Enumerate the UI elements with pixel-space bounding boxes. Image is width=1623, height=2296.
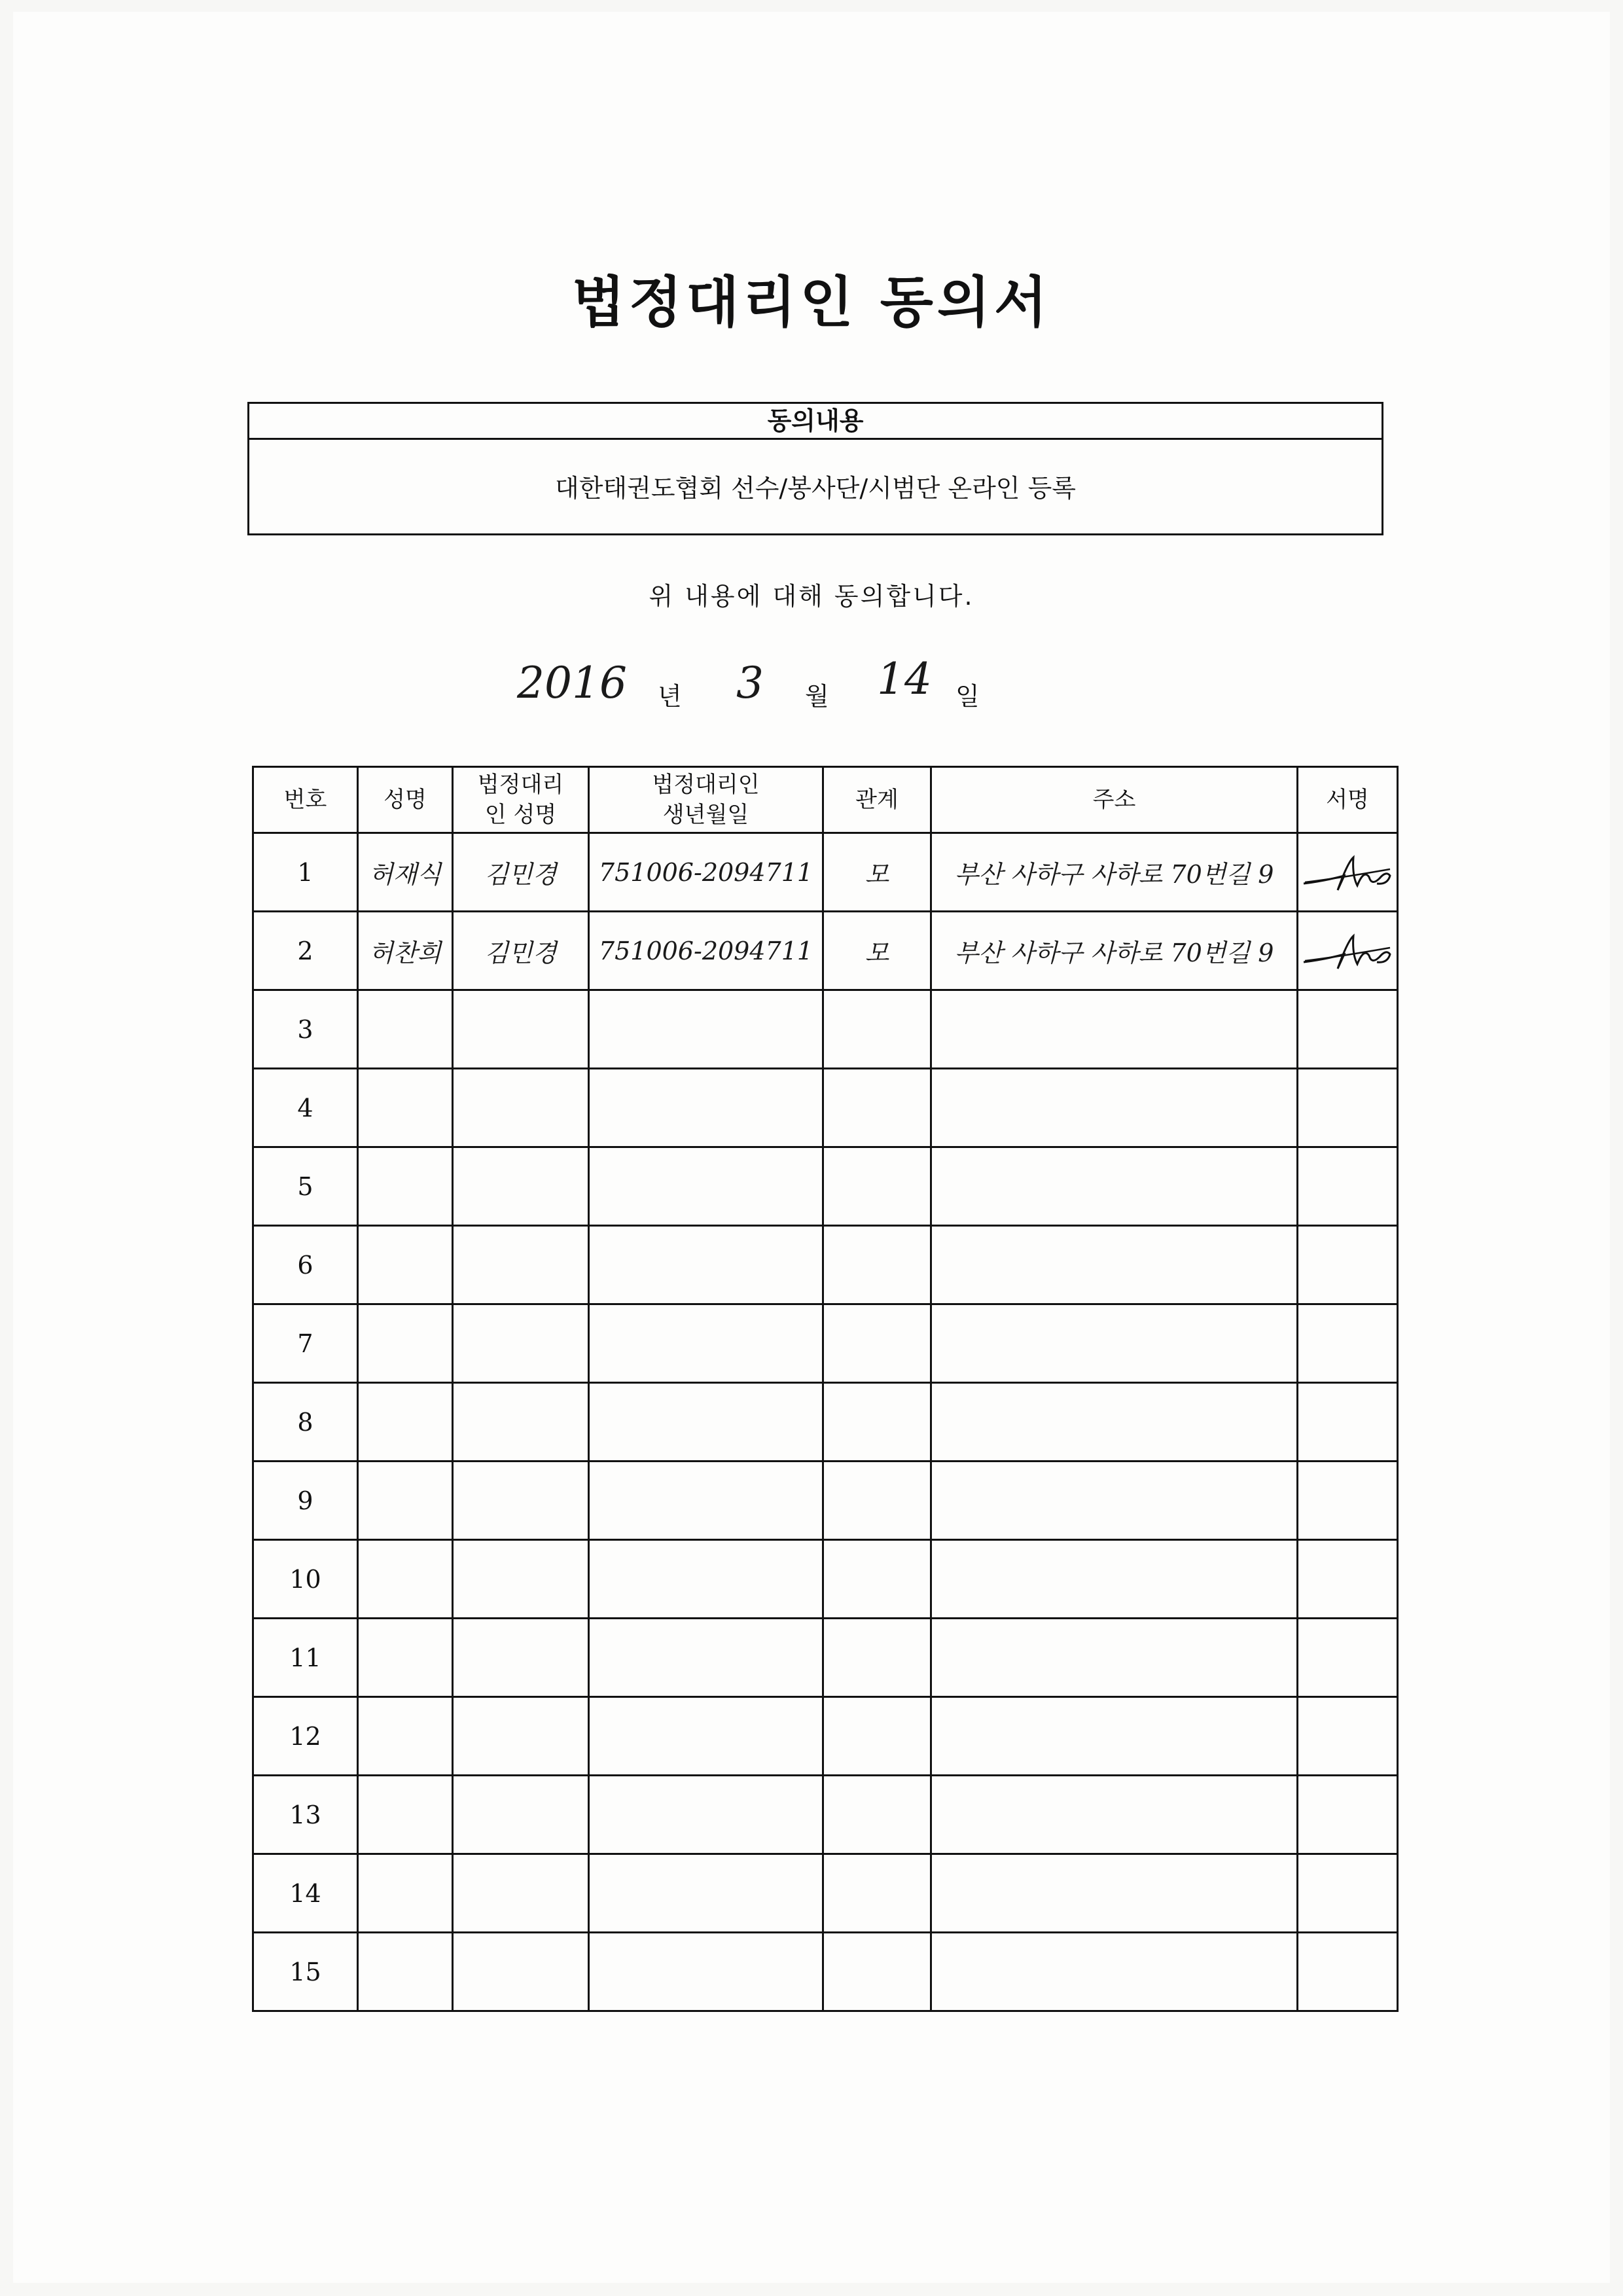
cell-no: 2 [253, 912, 358, 990]
table-row [253, 1776, 1398, 1854]
cell-name [358, 1854, 453, 1933]
cell-guardian-name [453, 1462, 589, 1540]
cell-signature [1298, 1540, 1398, 1619]
cell-name [358, 1540, 453, 1619]
cell-address [931, 1619, 1298, 1697]
cell-address [931, 990, 1298, 1069]
cell-guardian-name [453, 1383, 589, 1462]
cell-signature [1298, 1304, 1398, 1383]
cell-name [358, 1304, 453, 1383]
cell-signature [1298, 1776, 1398, 1854]
cell-address [931, 1069, 1298, 1147]
date-month-label: 월 [805, 682, 829, 711]
cell-guardian-name: 김민경 [453, 833, 589, 912]
date-day: 14 [877, 654, 932, 704]
cell-guardian-name [453, 990, 589, 1069]
cell-guardian-birth [589, 1540, 823, 1619]
table-row [253, 912, 1398, 990]
header-name: 성명 [358, 767, 453, 833]
cell-no: 15 [253, 1933, 358, 2011]
cell-name [358, 990, 453, 1069]
cell-name: 허재식 [358, 833, 453, 912]
table-row [253, 1854, 1398, 1933]
cell-guardian-name: 김민경 [453, 912, 589, 990]
cell-name: 허찬희 [358, 912, 453, 990]
date-year-label: 년 [658, 682, 682, 711]
cell-relation [823, 1069, 931, 1147]
cell-guardian-name [453, 1854, 589, 1933]
cell-signature [1298, 1697, 1398, 1776]
cell-name [358, 1776, 453, 1854]
cell-relation [823, 1304, 931, 1383]
table-row [253, 1697, 1398, 1776]
cell-address [931, 1462, 1298, 1540]
cell-guardian-birth [589, 1933, 823, 2011]
cell-guardian-birth [589, 1776, 823, 1854]
cell-signature [1298, 1462, 1398, 1540]
cell-guardian-birth: 751006-2094711 [589, 833, 823, 912]
cell-relation [823, 1933, 931, 2011]
cell-no: 5 [253, 1147, 358, 1226]
cell-no: 8 [253, 1383, 358, 1462]
cell-relation: 모 [823, 833, 931, 912]
table-row [253, 1147, 1398, 1226]
cell-guardian-birth [589, 1854, 823, 1933]
cell-relation [823, 990, 931, 1069]
cell-relation [823, 1854, 931, 1933]
cell-address: 부산 사하구 사하로 70번길 9 [931, 912, 1298, 990]
cell-relation [823, 1697, 931, 1776]
cell-guardian-birth [589, 1226, 823, 1304]
cell-signature [1298, 1226, 1398, 1304]
cell-address [931, 1697, 1298, 1776]
cell-address [931, 1226, 1298, 1304]
cell-address: 부산 사하구 사하로 70번길 9 [931, 833, 1298, 912]
header-signature: 서명 [1298, 767, 1398, 833]
cell-guardian-birth [589, 1304, 823, 1383]
cell-guardian-name [453, 1697, 589, 1776]
cell-relation [823, 1619, 931, 1697]
cell-address [931, 1540, 1298, 1619]
cell-guardian-birth [589, 1147, 823, 1226]
date-year: 2016 [517, 658, 627, 708]
cell-signature [1298, 1619, 1398, 1697]
cell-signature [1298, 990, 1398, 1069]
cell-name [358, 1226, 453, 1304]
cell-guardian-birth [589, 1383, 823, 1462]
cell-no: 9 [253, 1462, 358, 1540]
consent-header: 동의내용 [249, 404, 1382, 440]
cell-guardian-birth [589, 1619, 823, 1697]
agree-statement: 위 내용에 대해 동의합니다. [649, 582, 974, 611]
cell-signature [1298, 1383, 1398, 1462]
cell-name [358, 1383, 453, 1462]
table-row [253, 1540, 1398, 1619]
cell-no: 13 [253, 1776, 358, 1854]
cell-guardian-birth [589, 990, 823, 1069]
header-relation: 관계 [823, 767, 931, 833]
signature-mark [1298, 912, 1398, 990]
consent-content: 대한태권도협회 선수/봉사단/시범단 온라인 등록 [554, 474, 1076, 503]
table-row [253, 833, 1398, 912]
header-no: 번호 [253, 767, 358, 833]
cell-guardian-name [453, 1226, 589, 1304]
header-guardian-birth: 법정대리인 생년월일 [589, 767, 823, 833]
cell-no: 12 [253, 1697, 358, 1776]
cell-guardian-name [453, 1540, 589, 1619]
cell-address [931, 1933, 1298, 2011]
header-address: 주소 [931, 767, 1298, 833]
cell-guardian-birth: 751006-2094711 [589, 912, 823, 990]
cell-name [358, 1697, 453, 1776]
cell-signature [1298, 1933, 1398, 2011]
table-row [253, 1462, 1398, 1540]
table-row [253, 1069, 1398, 1147]
cell-name [358, 1069, 453, 1147]
consent-box [247, 402, 1383, 535]
cell-relation [823, 1383, 931, 1462]
registration-table [252, 766, 1399, 2012]
cell-no: 14 [253, 1854, 358, 1933]
cell-name [358, 1619, 453, 1697]
cell-guardian-name [453, 1147, 589, 1226]
cell-guardian-name [453, 1776, 589, 1854]
table-row [253, 1383, 1398, 1462]
table-row [253, 990, 1398, 1069]
cell-address [931, 1147, 1298, 1226]
cell-no: 11 [253, 1619, 358, 1697]
cell-guardian-name [453, 1933, 589, 2011]
cell-relation [823, 1226, 931, 1304]
header-guardian-name: 법정대리인 성명 [453, 767, 589, 833]
cell-relation [823, 1147, 931, 1226]
cell-address [931, 1304, 1298, 1383]
cell-relation: 모 [823, 912, 931, 990]
cell-address [931, 1776, 1298, 1854]
cell-relation [823, 1462, 931, 1540]
cell-name [358, 1933, 453, 2011]
document-title: 법정대리인 동의서 [571, 270, 1052, 334]
cell-guardian-birth [589, 1462, 823, 1540]
cell-signature [1298, 1069, 1398, 1147]
table-row [253, 1933, 1398, 2011]
table-header-row [253, 767, 1398, 833]
cell-guardian-name [453, 1619, 589, 1697]
date-day-label: 일 [955, 682, 980, 711]
cell-guardian-birth [589, 1697, 823, 1776]
date-month: 3 [736, 658, 764, 708]
cell-no: 7 [253, 1304, 358, 1383]
cell-signature [1298, 1147, 1398, 1226]
cell-no: 6 [253, 1226, 358, 1304]
signature-mark [1298, 833, 1398, 912]
cell-guardian-name [453, 1069, 589, 1147]
cell-name [358, 1147, 453, 1226]
cell-no: 3 [253, 990, 358, 1069]
cell-name [358, 1462, 453, 1540]
table-row [253, 1226, 1398, 1304]
cell-signature [1298, 1854, 1398, 1933]
cell-address [931, 1383, 1298, 1462]
table-row [253, 1619, 1398, 1697]
cell-guardian-birth [589, 1069, 823, 1147]
cell-guardian-name [453, 1304, 589, 1383]
cell-no: 10 [253, 1540, 358, 1619]
cell-address [931, 1854, 1298, 1933]
cell-relation [823, 1540, 931, 1619]
cell-no: 1 [253, 833, 358, 912]
cell-no: 4 [253, 1069, 358, 1147]
cell-relation [823, 1776, 931, 1854]
table-row [253, 1304, 1398, 1383]
